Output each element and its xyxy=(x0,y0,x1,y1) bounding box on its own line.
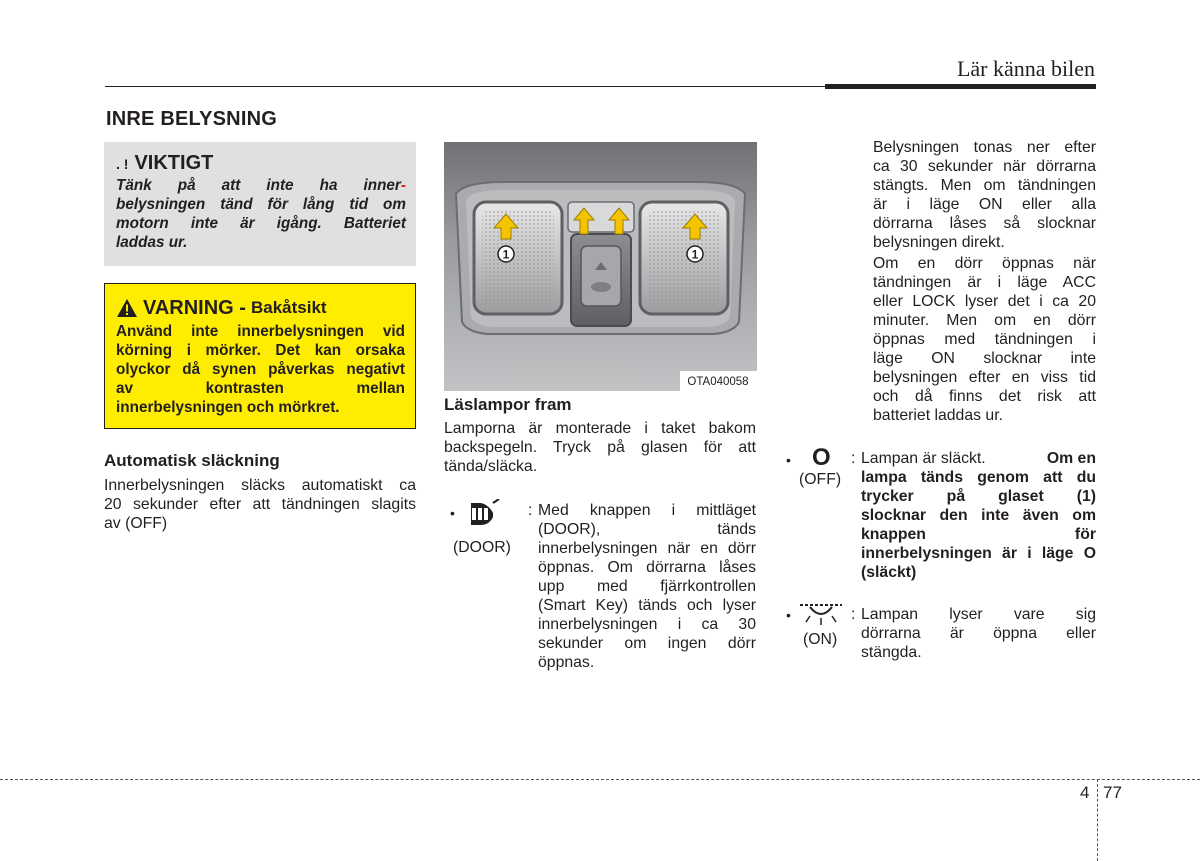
right-line: dörrarna låses så slocknar xyxy=(873,215,1096,232)
door-mode-line: innerbelysningen när en dörr xyxy=(538,540,756,557)
section-title: INRE BELYSNING xyxy=(106,108,277,130)
off-mode-line: slocknar den inte även om xyxy=(861,507,1096,524)
warning-line: innerbelysningen och mörkret. xyxy=(116,399,340,416)
warning-body xyxy=(116,322,405,417)
on-mode-label: (ON) xyxy=(803,631,838,648)
bullet: • xyxy=(786,452,791,468)
right-line: Om en dörr öppnas när xyxy=(873,255,1096,272)
off-mode-icon: O xyxy=(812,444,831,471)
warning-line: Använd inte innerbelysningen vid xyxy=(116,323,405,340)
warning-heading xyxy=(116,296,405,320)
notice-line: belysningen tänd för lång tid om xyxy=(116,196,406,213)
header-rule-accent xyxy=(825,84,1096,89)
door-mode-line: Med knappen i mittläget xyxy=(538,502,756,519)
off-mode-line: lampa tänds genom att du xyxy=(861,469,1096,486)
interior-lamp-on-icon xyxy=(796,601,846,627)
door-mode-line: öppnas. Om dörrarna låses xyxy=(538,559,756,576)
notice-line: laddas ur. xyxy=(116,234,188,251)
off-mode-normal: Lampan är släckt. xyxy=(861,450,986,467)
off-mode-line: knappen för xyxy=(861,526,1096,543)
right-line: batteriet laddas ur. xyxy=(873,407,1003,424)
map-lamp-photo xyxy=(444,142,757,391)
warning-box xyxy=(104,283,416,429)
right-line: ca 30 sekunder när dörrarna xyxy=(873,158,1096,175)
door-open-paragraph xyxy=(873,254,1096,425)
notice-hyphen: - xyxy=(400,177,406,194)
off-mode-label: (OFF) xyxy=(799,471,842,488)
colon: : xyxy=(528,502,533,519)
colon: : xyxy=(851,606,856,623)
right-line: belysningen efter en viss tid xyxy=(873,369,1096,386)
warning-line: olyckor då synen påverkas negativt xyxy=(116,361,405,378)
right-line: Belysningen tonas ner efter xyxy=(873,139,1096,156)
notice-box xyxy=(104,142,416,266)
off-mode-text xyxy=(861,449,1096,582)
door-mode-text xyxy=(538,501,756,672)
map-lamps-line: Lamporna är monterade i taket bakom xyxy=(444,420,756,437)
bullet: • xyxy=(786,607,791,623)
on-mode-text xyxy=(861,605,1096,662)
on-mode-line: Lampan lyser vare sig xyxy=(861,606,1096,623)
door-mode-line: (Smart Key) tänds och lyser xyxy=(538,597,756,614)
door-mode-line: öppnas. xyxy=(538,654,595,671)
right-line: belysningen direkt. xyxy=(873,234,1005,251)
auto-off-heading: Automatisk släckning xyxy=(104,451,280,470)
auto-off-text xyxy=(104,476,416,533)
door-mode-icon xyxy=(463,499,505,529)
on-mode-line: dörrarna är öppna eller xyxy=(861,625,1096,642)
footer-divider xyxy=(1097,779,1098,861)
bullet: • xyxy=(450,505,455,521)
door-mode-line: sekunder om ingen dörr xyxy=(538,635,756,652)
image-caption: OTA040058 xyxy=(687,376,749,388)
notice-line: motorn inte är igång. Batteriet xyxy=(116,215,406,232)
off-mode-bold-start: Om en xyxy=(1046,450,1096,467)
door-mode-label: (DOOR) xyxy=(453,539,511,556)
door-mode-line: upp med fjärrkontrollen xyxy=(538,578,756,595)
auto-off-line: av (OFF) xyxy=(104,515,168,532)
chapter-number: 4 xyxy=(1080,783,1090,802)
notice-heading xyxy=(116,151,406,176)
right-line: är i läge ON eller alla xyxy=(873,196,1096,213)
right-line: och då finns det risk att xyxy=(873,388,1096,405)
door-mode-line: innerbelysningen i ca 30 xyxy=(538,616,756,633)
map-lamps-line: tända/släcka. xyxy=(444,458,538,475)
door-mode-line: (DOOR), tänds xyxy=(538,521,756,538)
callout-1: 1 xyxy=(691,247,699,262)
right-line: minuter. Men om en dörr xyxy=(873,312,1096,329)
map-lamps-text xyxy=(444,419,756,476)
off-mode-line: (släckt) xyxy=(861,564,917,581)
page-number: 77 xyxy=(1103,783,1122,802)
right-line: tändningen är i läge ACC xyxy=(873,274,1096,291)
warning-line: körning i mörker. Det kan orsaka xyxy=(116,342,405,359)
right-line: eller LOCK lyser det i ca 20 xyxy=(873,293,1096,310)
warning-subtitle: Bakåtsikt xyxy=(250,298,327,317)
off-mode-line: trycker på glaset (1) xyxy=(861,488,1096,505)
right-line: öppnas med tändningen i xyxy=(873,331,1096,348)
notice-title: VIKTIGT xyxy=(134,152,214,174)
right-line: läge ON slocknar inte xyxy=(873,350,1096,367)
warning-title: VARNING - xyxy=(143,297,246,319)
auto-off-line: 20 sekunder efter att tändningen slagits xyxy=(104,496,416,513)
footer-rule xyxy=(0,779,1200,780)
chapter-title: Lär känna bilen xyxy=(956,56,1095,81)
colon: : xyxy=(851,450,856,467)
callout-1: 1 xyxy=(502,247,510,262)
warning-triangle-icon xyxy=(116,298,138,318)
map-lamps-line: backspegeln. Tryck på glasen för att xyxy=(444,439,756,456)
exclamation-icon: . ! xyxy=(116,156,129,172)
notice-line: Tänk på att inte ha inner xyxy=(116,177,401,194)
on-mode-line: stängda. xyxy=(861,644,922,661)
warning-line: av kontrasten mellan xyxy=(116,380,405,397)
notice-body xyxy=(116,176,406,252)
map-lamps-heading: Läslampor fram xyxy=(444,395,572,414)
auto-off-line: Innerbelysningen släcks automatiskt ca xyxy=(104,477,416,494)
right-line: stängts. Men om tändningen xyxy=(873,177,1096,194)
off-mode-line: innerbelysningen är i läge O xyxy=(861,545,1096,562)
fade-out-paragraph xyxy=(873,138,1096,252)
